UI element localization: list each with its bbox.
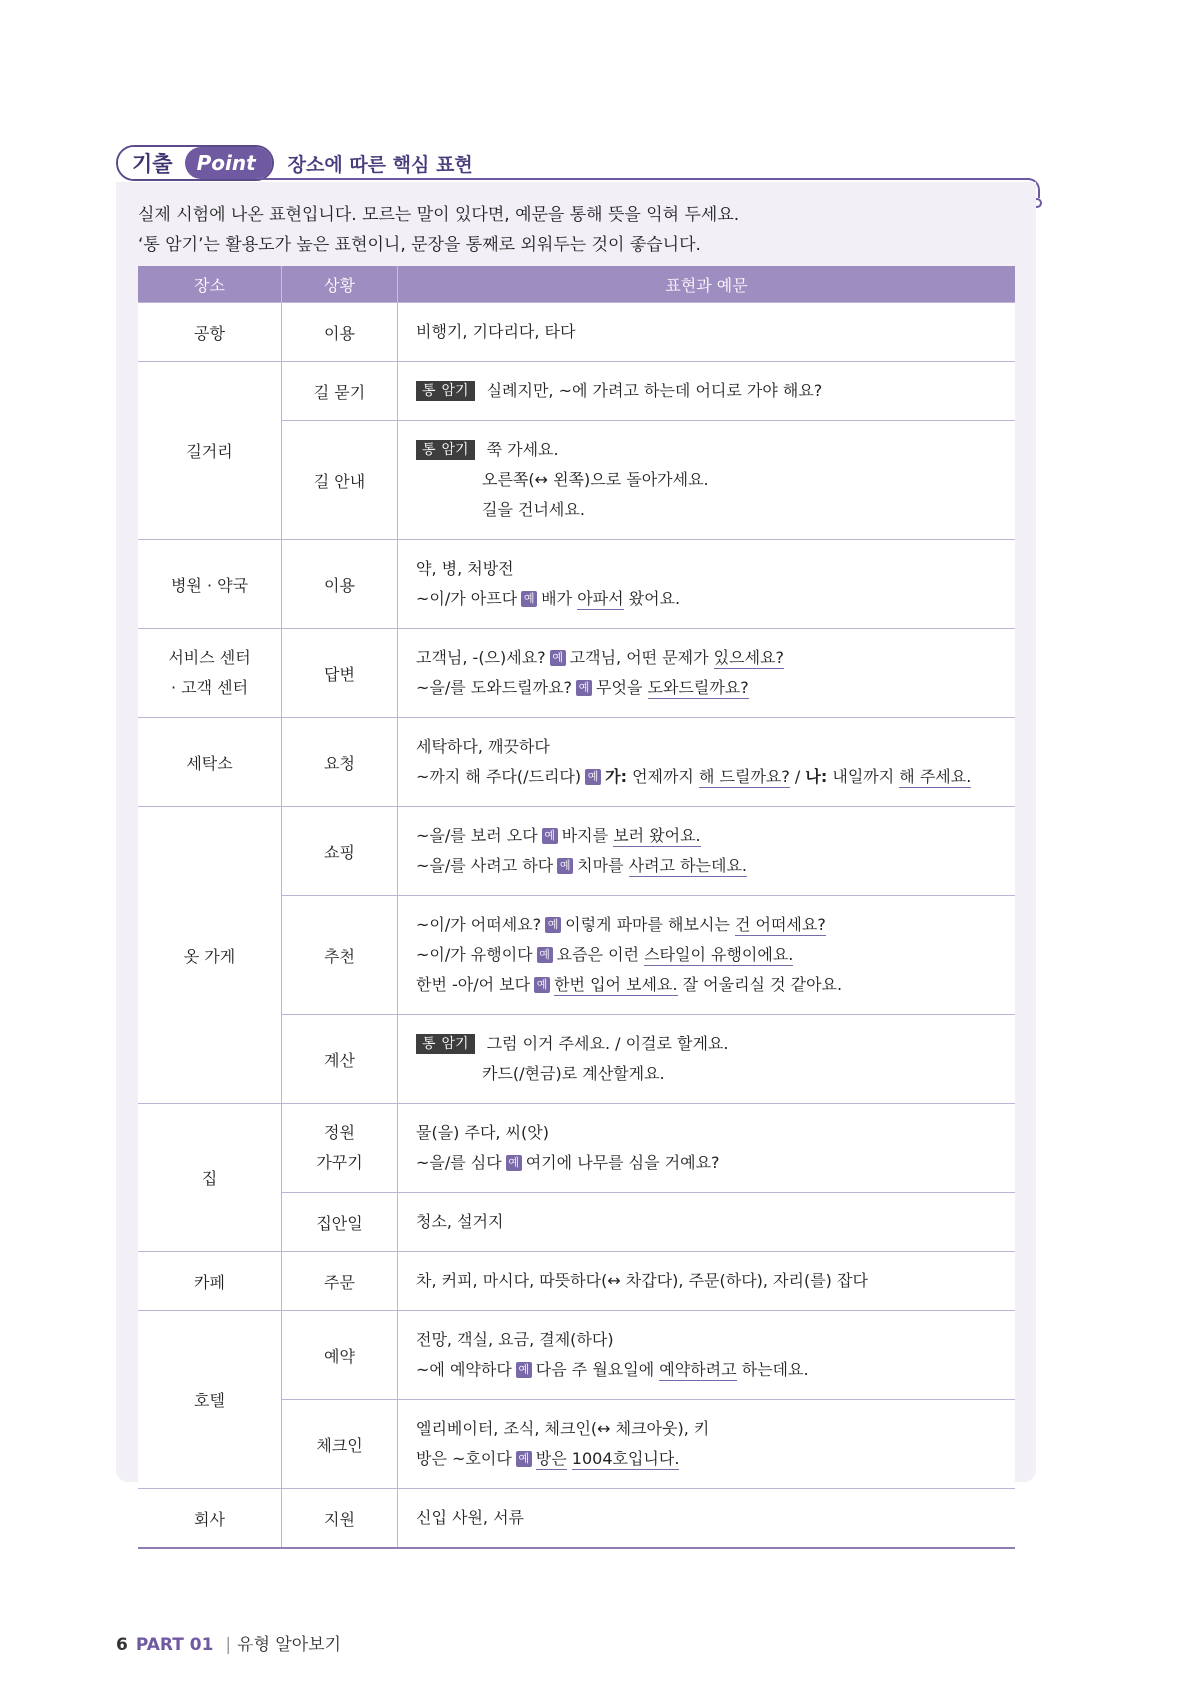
table-row [138,807,1015,896]
header-divider [260,178,1030,180]
expression-text: 신입 사원, 서류 [416,1508,524,1527]
section-header [116,146,473,180]
expression-text: 엘리베이터, 조식, 체크인(↔ 체크아웃), 키 [416,1419,710,1438]
example-icon: 예 [516,1451,532,1467]
expression-cell [398,1193,1016,1252]
place-cell: 서비스 센터 · 고객 센터 [138,629,282,718]
expression-cell [398,1489,1016,1549]
situation-cell: 이용 [282,540,398,629]
expression-cell [398,421,1016,540]
place-cell: 카페 [138,1252,282,1311]
expression-text: 오른쪽(↔ 왼쪽)으로 돌아가세요. [482,470,709,489]
gichul-point-badge [116,145,274,181]
example-icon: 예 [585,769,601,785]
situation-cell: 집안일 [282,1193,398,1252]
badge-point: Point [185,147,272,179]
table-row [138,303,1015,362]
expression-text: 실례지만, ~에 가려고 하는데 어디로 가야 해요? [486,381,823,400]
expression-table [138,266,1015,1549]
situation-cell: 길 묻기 [282,362,398,421]
expression-text: 차, 커피, 마시다, 따뜻하다(↔ 차갑다), 주문(하다), 자리(를) 잡다 [416,1271,868,1290]
expression-cell: ~이/가 어떠세요? 예 이렇게 파마를 해보시는 건 어떠세요? ~이/가 유행이다 예 요즘은 이런 스타일이 유행이에요. 한번 -아/어 보다 예 한번 입어 보세요. 잘 어울리실 것 같아요. [398,896,1016,1015]
situation-cell: 예약 [282,1311,398,1400]
place-cell: 회사 [138,1489,282,1549]
example-icon: 예 [537,947,553,963]
example-icon: 예 [550,650,566,666]
table-row [138,629,1015,718]
table-row [138,1252,1015,1311]
header-place: 장소 [138,266,282,303]
expression-text: 그럼 이거 주세요. / 이걸로 할게요. [486,1034,729,1053]
situation-cell: 정원 가꾸기 [282,1104,398,1193]
page-footer [116,1630,341,1655]
table-row [138,1104,1015,1193]
table-row [138,540,1015,629]
example-icon: 예 [506,1155,522,1171]
expression-text: 청소, 설거지 [416,1212,504,1231]
expression-text: 전망, 객실, 요금, 결제(하다) [416,1330,614,1349]
expression-cell [398,1252,1016,1311]
place-cell: 집 [138,1104,282,1252]
place-cell: 공항 [138,303,282,362]
situation-cell: 체크인 [282,1400,398,1489]
expression-cell: 세탁하다, 깨끗하다 ~까지 해 주다(/드리다) 예 가: 언제까지 해 드릴까요? / 나: 내일까지 해 주세요. [398,718,1016,807]
intro-line-1: 실제 시험에 나온 표현입니다. 모르는 말이 있다면, 예문을 통해 뜻을 익혀 두세요. [138,205,740,225]
footer-section: 유형 알아보기 [237,1635,342,1655]
expression-text: 물(을) 주다, 씨(앗) [416,1123,549,1142]
situation-cell: 추천 [282,896,398,1015]
situation-cell: 이용 [282,303,398,362]
expression-text: 카드(/현금)로 계산할게요. [482,1064,665,1083]
example-icon: 예 [557,858,573,874]
table-row [138,1489,1015,1549]
header-situation: 상황 [282,266,398,303]
example-icon: 예 [542,828,558,844]
expression-cell [398,362,1016,421]
situation-cell: 요청 [282,718,398,807]
place-cell: 길거리 [138,362,282,540]
expression-cell: 물(을) 주다, 씨(앗) ~을/를 심다 예 여기에 나무를 심을 거예요? [398,1104,1016,1193]
header-expression: 표현과 예문 [398,266,1016,303]
intro-text [138,200,739,260]
place-cell: 호텔 [138,1311,282,1489]
situation-cell: 쇼핑 [282,807,398,896]
example-icon: 예 [534,977,550,993]
situation-cell: 답변 [282,629,398,718]
page-number: 6 [116,1635,128,1655]
expression-text: 쭉 가세요. [486,440,559,459]
expression-cell [398,1015,1016,1104]
situation-cell: 길 안내 [282,421,398,540]
place-cell: 세탁소 [138,718,282,807]
footer-part: PART 01 [135,1635,214,1655]
situation-cell: 주문 [282,1252,398,1311]
table-row [138,362,1015,421]
table-header-row [138,266,1015,303]
example-icon: 예 [576,680,592,696]
expression-cell: ~을/를 보러 오다 예 바지를 보러 왔어요. ~을/를 사려고 하다 예 치마를 사려고 하는데요. [398,807,1016,896]
expression-cell [398,303,1016,362]
footer-separator: | [225,1635,232,1655]
expression-cell: 약, 병, 처방전 ~이/가 아프다 예 배가 아파서 왔어요. [398,540,1016,629]
example-icon: 예 [521,591,537,607]
expression-cell: 고객님, -(으)세요? 예 고객님, 어떤 문제가 있으세요? ~을/를 도와드릴까요? 예 무엇을 도와드릴까요? [398,629,1016,718]
situation-cell: 지원 [282,1489,398,1549]
expression-text: 약, 병, 처방전 [416,559,514,578]
expression-cell: 엘리베이터, 조식, 체크인(↔ 체크아웃), 키 방은 ~호이다 예 방은 1004호입니다. [398,1400,1016,1489]
place-cell: 병원 · 약국 [138,540,282,629]
example-icon: 예 [545,917,561,933]
example-icon: 예 [516,1362,532,1378]
badge-gichul: 기출 [118,147,185,179]
place-cell: 옷 가게 [138,807,282,1104]
situation-cell: 계산 [282,1015,398,1104]
intro-line-2: ‘통 암기’는 활용도가 높은 표현이니, 문장을 통째로 외워두는 것이 좋습니다. [138,235,701,255]
tong-amgi-tag: 통 암기 [416,440,475,460]
section-title: 장소에 따른 핵심 표현 [287,153,473,176]
expression-text: 길을 건너세요. [482,500,585,519]
table-row [138,718,1015,807]
tong-amgi-tag: 통 암기 [416,381,475,401]
expression-text: 세탁하다, 깨끗하다 [416,737,550,756]
tong-amgi-tag: 통 암기 [416,1034,475,1054]
expression-cell: 전망, 객실, 요금, 결제(하다) ~에 예약하다 예 다음 주 월요일에 예약하려고 하는데요. [398,1311,1016,1400]
table-row [138,1311,1015,1400]
expression-text: 비행기, 기다리다, 타다 [416,322,576,341]
